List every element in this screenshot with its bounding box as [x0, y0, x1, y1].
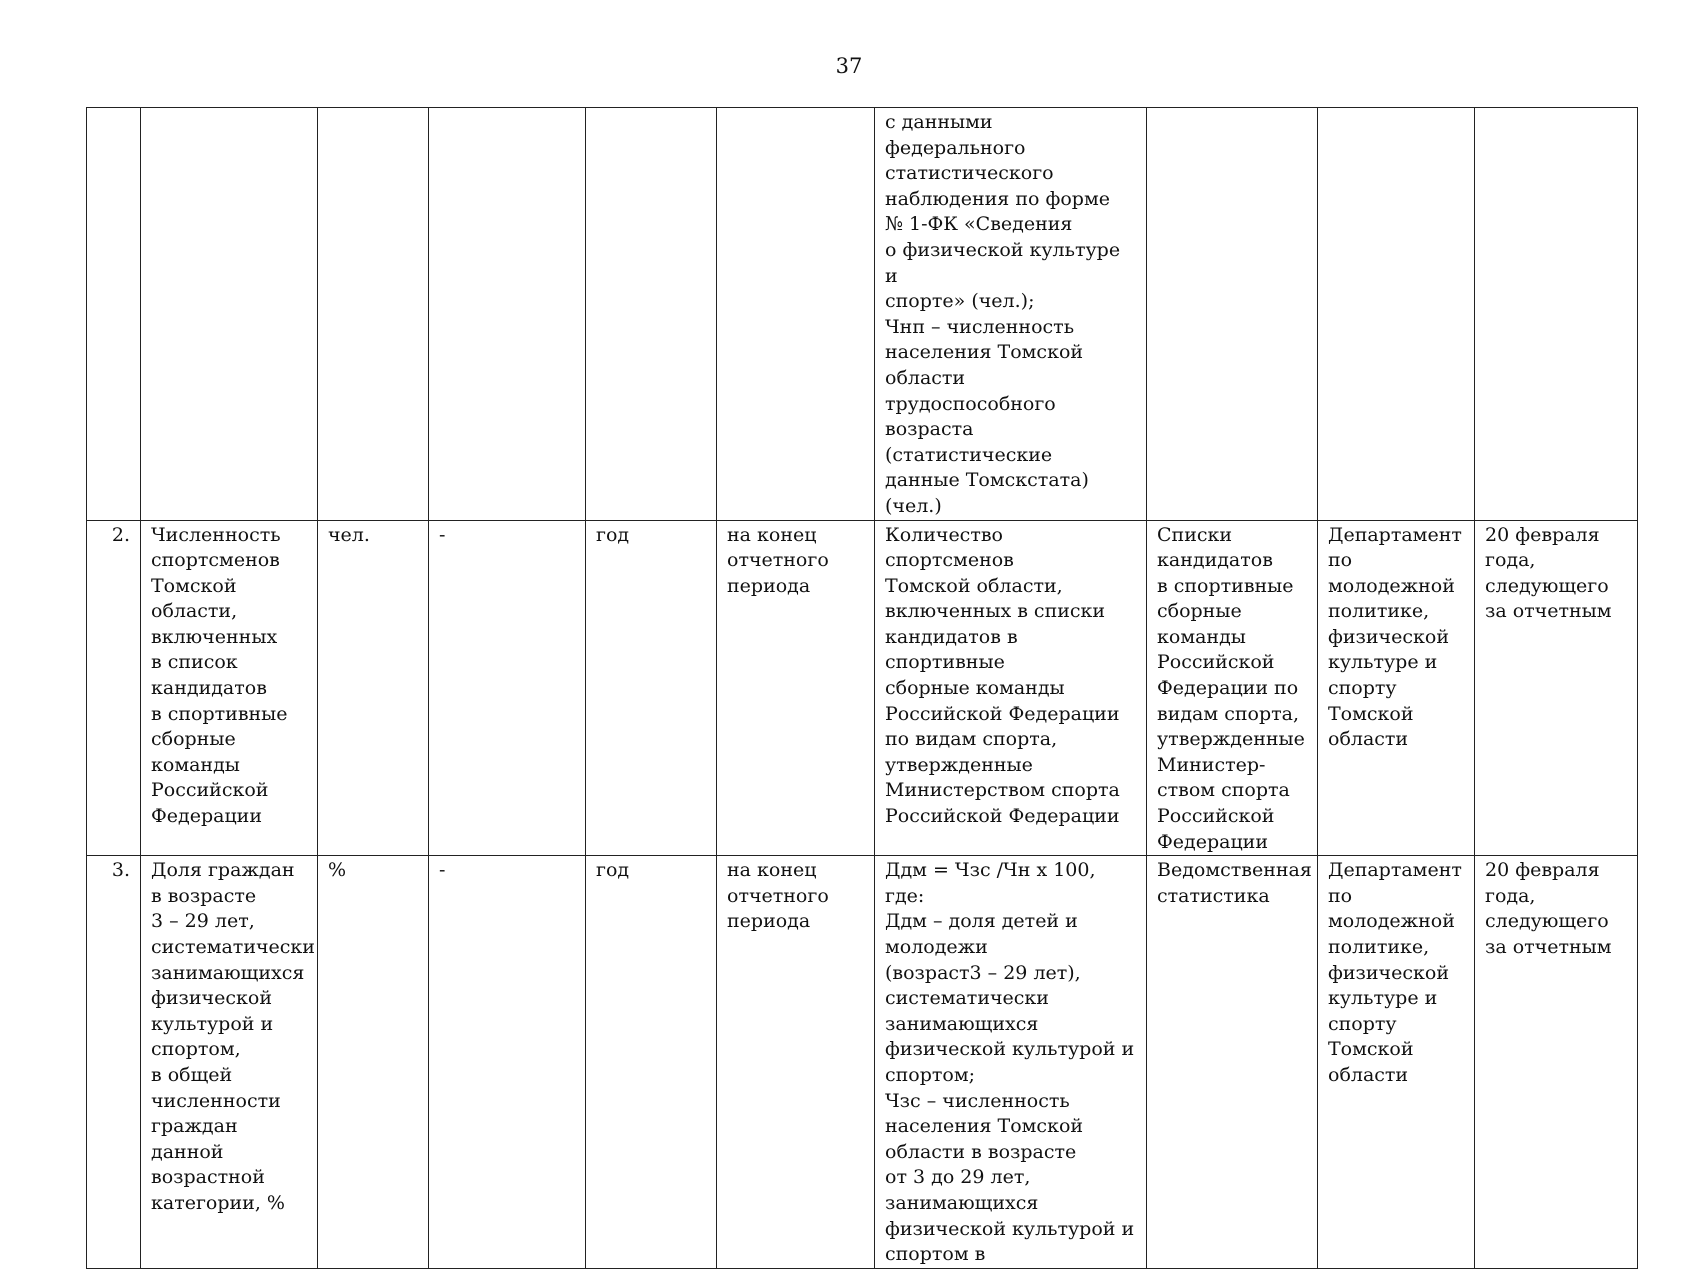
row-number-cell: 2.: [87, 520, 141, 856]
deadline-cell: [1475, 108, 1638, 521]
responsible-cell: Департамент по молодежной политике, физической культуре и спорту Томской области: [1318, 520, 1475, 856]
responsible-cell: Департамент по молодежной политике, физической культуре и спорту Томской области: [1318, 856, 1475, 1269]
table-row: [87, 856, 1638, 1269]
unit-cell: чел.: [318, 520, 429, 856]
deadline-cell: 20 февраля года, следующего за отчетным: [1475, 520, 1638, 856]
unit-cell: %: [318, 856, 429, 1269]
time-characteristic-cell: на конец отчетного периода: [717, 520, 875, 856]
table-row: [87, 520, 1638, 856]
table-row: [87, 108, 1638, 521]
periodicity-cell: [586, 108, 717, 521]
periodicity-cell: год: [586, 856, 717, 1269]
time-characteristic-cell: [717, 108, 875, 521]
indicators-table: [86, 107, 1638, 1269]
indicator-name-cell: [141, 108, 318, 521]
responsible-cell: [1318, 108, 1475, 521]
indicator-name-cell: Численность спортсменов Томской области, включенных в список кандидатов в спортивные сборные команды Российской Федерации: [141, 520, 318, 856]
formula-cell: Количество спортсменов Томской области, включенных в списки кандидатов в спортивные сборные команды Российской Федерации по видам спорта, утвержденные Министерством спорта Российской Федерации: [875, 520, 1147, 856]
deadline-cell: 20 февраля года, следующего за отчетным: [1475, 856, 1638, 1269]
data-source-cell: Ведомственная статистика: [1147, 856, 1318, 1269]
indicator-name-cell: Доля граждан в возрасте 3 – 29 лет, систематически занимающихся физической культурой и спортом, в общей численности граждан данной возрастной категории, %: [141, 856, 318, 1269]
column-3-cell: -: [429, 856, 586, 1269]
data-source-cell: [1147, 108, 1318, 521]
row-number-cell: 3.: [87, 856, 141, 1269]
unit-cell: [318, 108, 429, 521]
periodicity-cell: год: [586, 520, 717, 856]
column-3-cell: -: [429, 520, 586, 856]
formula-cell: Ддм = Чзс /Чн х 100, где: Ддм – доля детей и молодежи (возраст3 – 29 лет), систематически занимающихся физической культурой и спортом; Чзс – численность населения Томской области в возрасте от 3 до 29 лет, занимающихся физической культурой и спортом в: [875, 856, 1147, 1269]
formula-cell: с данными федерального статистического наблюдения по форме № 1-ФК «Сведения о физической культуре и спорте» (чел.); Чнп – численность населения Томской области трудоспособного возраста (статистические данные Томскстата) (чел.): [875, 108, 1147, 521]
column-3-cell: [429, 108, 586, 521]
page-number: 37: [835, 54, 863, 78]
time-characteristic-cell: на конец отчетного периода: [717, 856, 875, 1269]
row-number-cell: [87, 108, 141, 521]
data-source-cell: Списки кандидатов в спортивные сборные команды Российской Федерации по видам спорта, утвержденные Министер- ством спорта Российской Федерации: [1147, 520, 1318, 856]
